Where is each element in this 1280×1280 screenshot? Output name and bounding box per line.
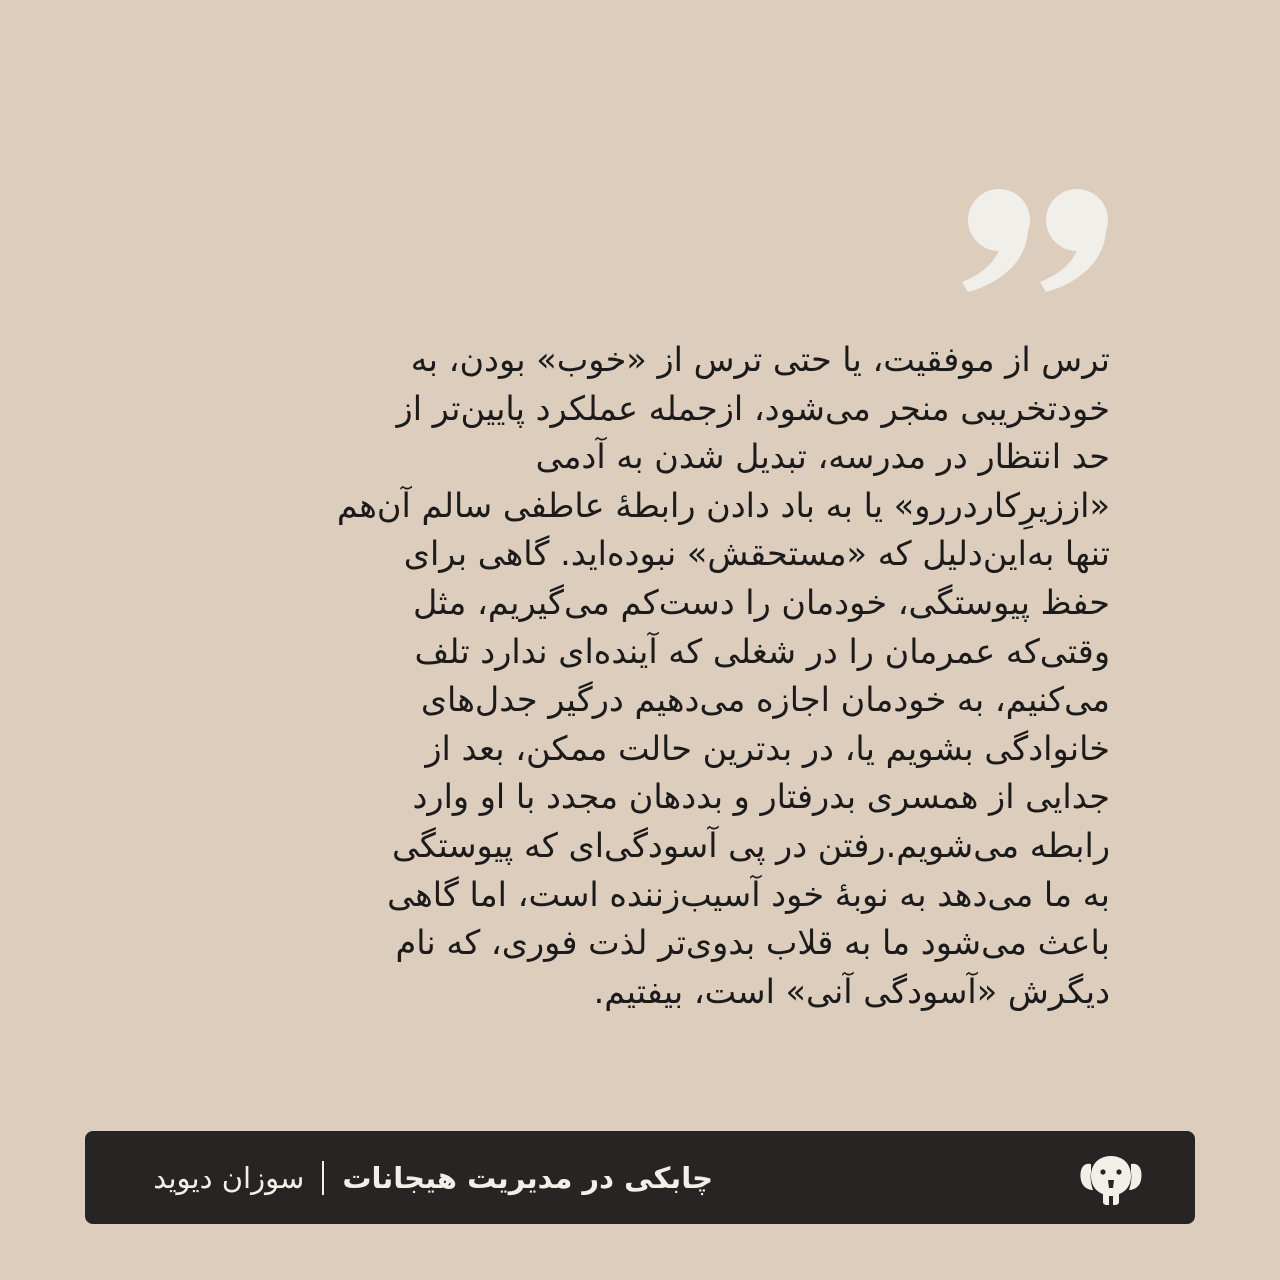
elephant-icon bbox=[1079, 1150, 1143, 1206]
quote-text bbox=[168, 336, 1110, 1016]
author-name: سوزان دیوید bbox=[153, 1160, 305, 1195]
quote-line: رابطه می‌شویم.رفتن در پی آسودگی‌ای که پیوستگی bbox=[391, 825, 1110, 865]
quote-line: حفظ پیوستگی، خودمان را دست‌کم می‌گیریم، مثل bbox=[412, 582, 1110, 622]
footer-bar bbox=[85, 1131, 1195, 1224]
quote-line: می‌کنیم، به خودمان اجازه می‌دهیم درگیر جدل‌های bbox=[420, 680, 1110, 720]
quote-line: جدایی از همسری بدرفتار و بددهان مجدد با او وارد bbox=[412, 777, 1110, 817]
book-credit bbox=[153, 1161, 713, 1195]
quote-line: وقتی‌که عمرمان را در شغلی که آینده‌ای ندارد تلف bbox=[414, 631, 1110, 671]
quote-line: خانوادگی بشویم یا، در بدترین حالت ممکن، بعد از bbox=[425, 728, 1110, 768]
quote-line: خودتخریبی منجر می‌شود، ازجمله عملکرد پایین‌تر از bbox=[396, 388, 1110, 428]
divider bbox=[322, 1161, 324, 1195]
quotation-mark-icon bbox=[962, 186, 1112, 292]
quote-line: تنها به‌این‌دلیل که «مستحقش» نبوده‌اید. گاهی برای bbox=[403, 534, 1110, 574]
quote-line: حد انتظار در مدرسه، تبدیل شدن به آدمی bbox=[535, 437, 1110, 477]
book-title: چابکی در مدیریت هیجانات bbox=[342, 1160, 713, 1195]
quote-line: باعث می‌شود ما به قلاب بدوی‌تر لذت فوری، که نام bbox=[395, 923, 1110, 963]
quote-line: دیگرش «آسودگی آنی» است، بیفتیم. bbox=[593, 971, 1110, 1011]
quote-line: «اززیرِکاردررو» یا به باد دادن رابطهٔ عاطفی سالم آن‌هم bbox=[336, 485, 1110, 525]
quote-line: به ما می‌دهد به نوبهٔ خود آسیب‌زننده است، اما گاهی bbox=[387, 874, 1110, 914]
quote-line: ترس از موفقیت، یا حتی ترس از «خوب» بودن، به bbox=[410, 340, 1110, 379]
